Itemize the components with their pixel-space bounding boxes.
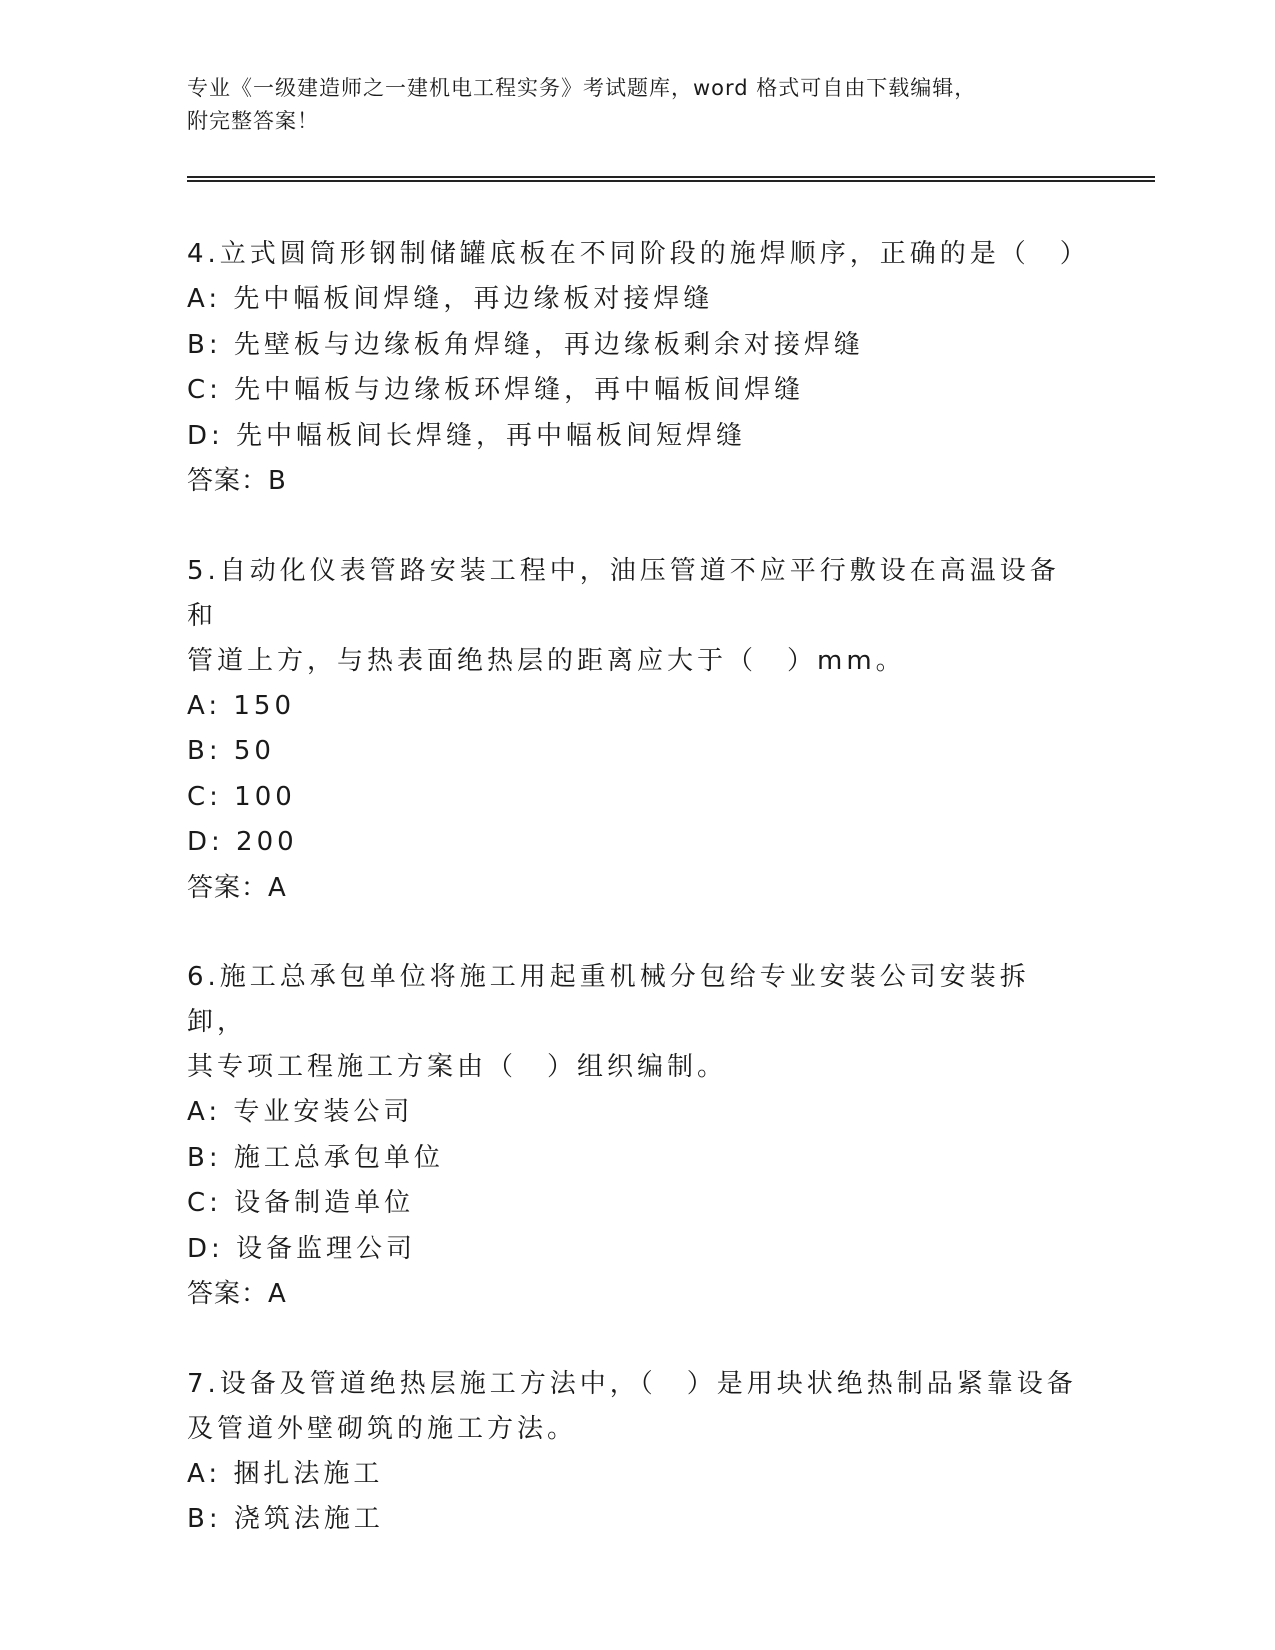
question-stem: 4.立式圆筒形钢制储罐底板在不同阶段的施焊顺序，正确的是（ ）	[187, 239, 1090, 269]
option-c: C: 100	[187, 781, 296, 812]
option-b: B: 先壁板与边缘板角焊缝，再边缘板剩余对接焊缝	[187, 329, 864, 360]
header-line-1: 专业《一级建造师之一建机电工程实务》考试题库，word 格式可自由下载编辑，	[187, 76, 977, 100]
question-7	[187, 1362, 1087, 1543]
document-header	[187, 72, 1087, 138]
option-a: A: 捆扎法施工	[187, 1458, 384, 1489]
option-a: A: 先中幅板间焊缝，再边缘板对接焊缝	[187, 284, 714, 314]
answer: 答案：B	[187, 466, 287, 496]
answer: 答案：A	[187, 1279, 287, 1309]
option-c: C: 先中幅板与边缘板环焊缝，再中幅板间焊缝	[187, 375, 805, 405]
answer: 答案：A	[187, 872, 287, 903]
question-4	[187, 232, 1090, 505]
question-stem: 7.设备及管道绝热层施工方法中，（ ）是用块状绝热制品紧靠设备	[187, 1368, 1077, 1399]
option-d: D: 200	[187, 827, 298, 857]
option-b: B: 浇筑法施工	[187, 1504, 384, 1534]
option-d: D: 先中幅板间长焊缝，再中幅板间短焊缝	[187, 420, 747, 451]
question-5	[187, 549, 1087, 912]
question-stem: 6.施工总承包单位将施工用起重机械分包给专业安装公司安装拆卸，	[187, 962, 1030, 1037]
header-line-2: 附完整答案！	[187, 109, 319, 133]
question-stem-continued: 管道上方，与热表面绝热层的距离应大于（ ）mm。	[187, 645, 906, 676]
question-6	[187, 955, 1087, 1318]
option-b: B: 施工总承包单位	[187, 1142, 444, 1173]
option-d: D: 设备监理公司	[187, 1233, 417, 1264]
option-a: A: 专业安装公司	[187, 1097, 414, 1127]
option-a: A: 150	[187, 690, 295, 721]
question-stem-continued: 其专项工程施工方案由（ ）组织编制。	[187, 1052, 728, 1082]
question-stem: 5.自动化仪表管路安装工程中，油压管道不应平行敷设在高温设备和	[187, 555, 1060, 631]
option-c: C: 设备制造单位	[187, 1188, 415, 1218]
option-b: B: 50	[187, 736, 275, 766]
header-divider	[187, 176, 1155, 182]
question-stem-continued: 及管道外壁砌筑的施工方法。	[187, 1413, 578, 1444]
question-list	[187, 232, 1090, 1587]
